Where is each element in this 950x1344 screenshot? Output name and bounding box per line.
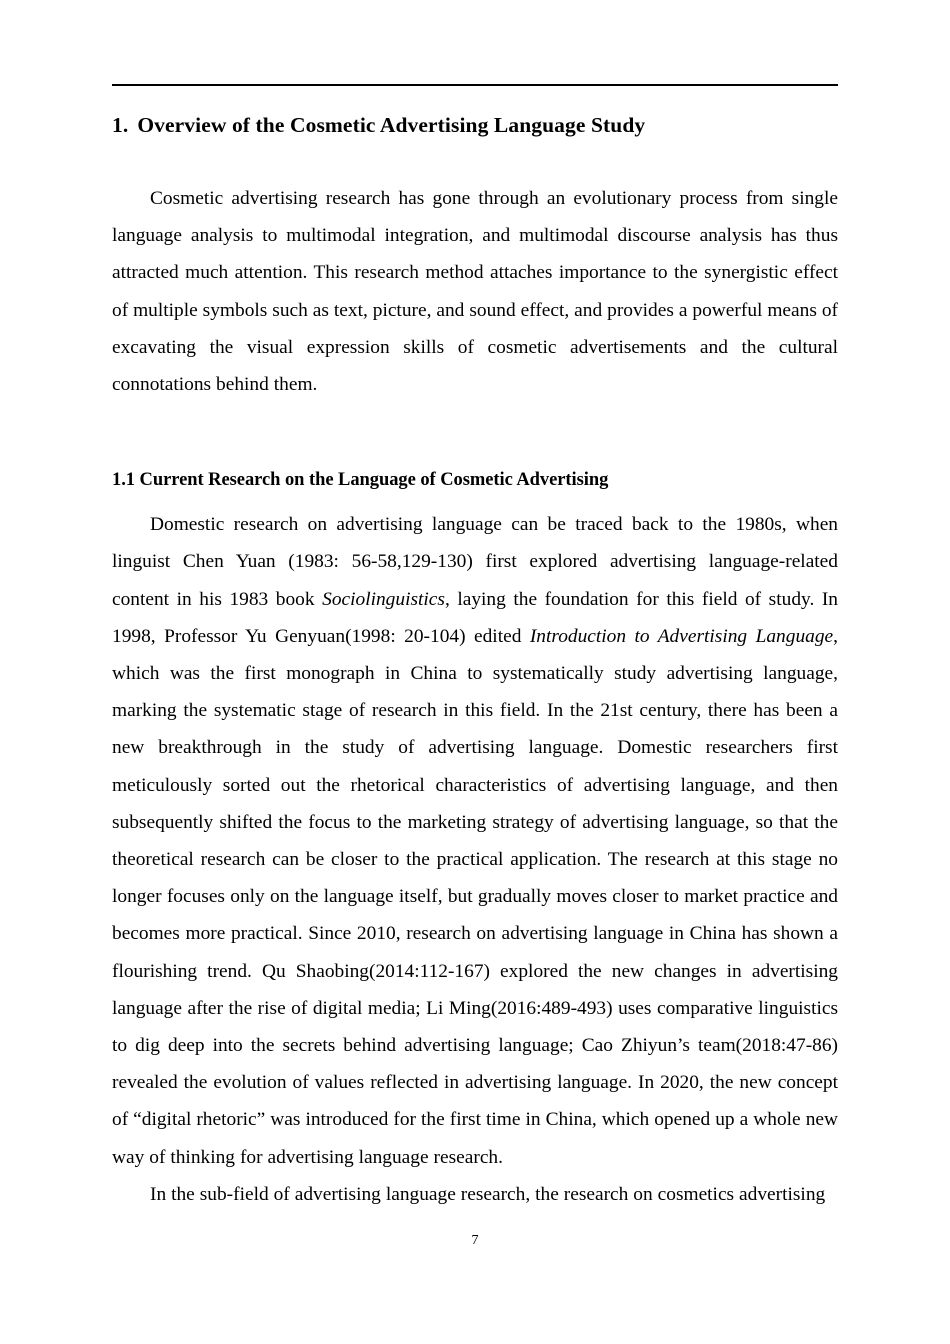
page-content <box>112 108 838 1213</box>
subfield-paragraph: In the sub-field of advertising language research, the research on cosmetics advertising <box>150 1183 826 1205</box>
literature-review-paragraph <box>112 506 838 1176</box>
section-heading-number: 1. <box>112 113 129 137</box>
spacer-heading <box>112 142 838 180</box>
header-rule-divider <box>112 84 838 86</box>
section-heading <box>112 108 838 142</box>
para2-segment-3: , which was the first monograph in China to systematically study advertising language, marking the systematic stage of research in this field. In the 21st century, there has been a new breakthrough in the study of advertising language. Domestic researchers first meticulously sorted out the rhetorical characteristics of advertising language, and then subsequently shifted the focus to the marketing strategy of advertising language, so that the theoretical research can be closer to the practical application. The research at this stage no longer focuses only on the language itself, but gradually moves closer to market practice and becomes more practical. Since 2010, research on advertising language in China has shown a flourishing trend. Qu Shaobing(2014:112-167) explored the new changes in advertising language after the rise of digital media; Li Ming(2016:489-493) uses comparative linguistics to dig deep into the secrets behind advertising language; Cao Zhiyun’s team(2018:47-86) revealed the evolution of values reflected in advertising language. In 2020, the new concept of “digital rhetoric” was introduced for the first time in China, which opened up a whole new way of thinking for advertising language research. <box>112 625 838 1168</box>
section-heading-title: Overview of the Cosmetic Advertising Language Study <box>137 113 646 137</box>
subsection-heading: 1.1 Current Research on the Language of Cosmetic Advertising <box>112 470 609 491</box>
book-title-introduction-to-advertising-language: Introduction to Advertising Language <box>529 625 834 647</box>
intro-paragraph: Cosmetic advertising research has gone through an evolutionary process from single language analysis to multimodal integration, and multimodal discourse analysis has thus attracted much attention. This research method attaches importance to the synergistic effect of multiple symbols such as text, picture, and sound effect, and provides a powerful means of excavating the visual expression skills of cosmetic advertisements and the cultural connotations behind them. <box>112 188 838 396</box>
spacer-before-subheading <box>112 403 838 465</box>
book-title-sociolinguistics: Sociolinguistics <box>322 588 445 610</box>
para2-segment-1: Domestic research on advertising language can be traced back to the 1980s, when linguist Chen Yuan (1983: 56-58,129-130) first explored advertising language-related content in his 1983 book <box>112 514 838 610</box>
para2-segment-2: , laying the foundation for this field of study. In 1998, Professor Yu Genyuan(1998: 20-104) edited <box>112 588 838 647</box>
spacer-after-subheading <box>112 495 838 506</box>
page-number: 7 <box>471 1233 479 1248</box>
